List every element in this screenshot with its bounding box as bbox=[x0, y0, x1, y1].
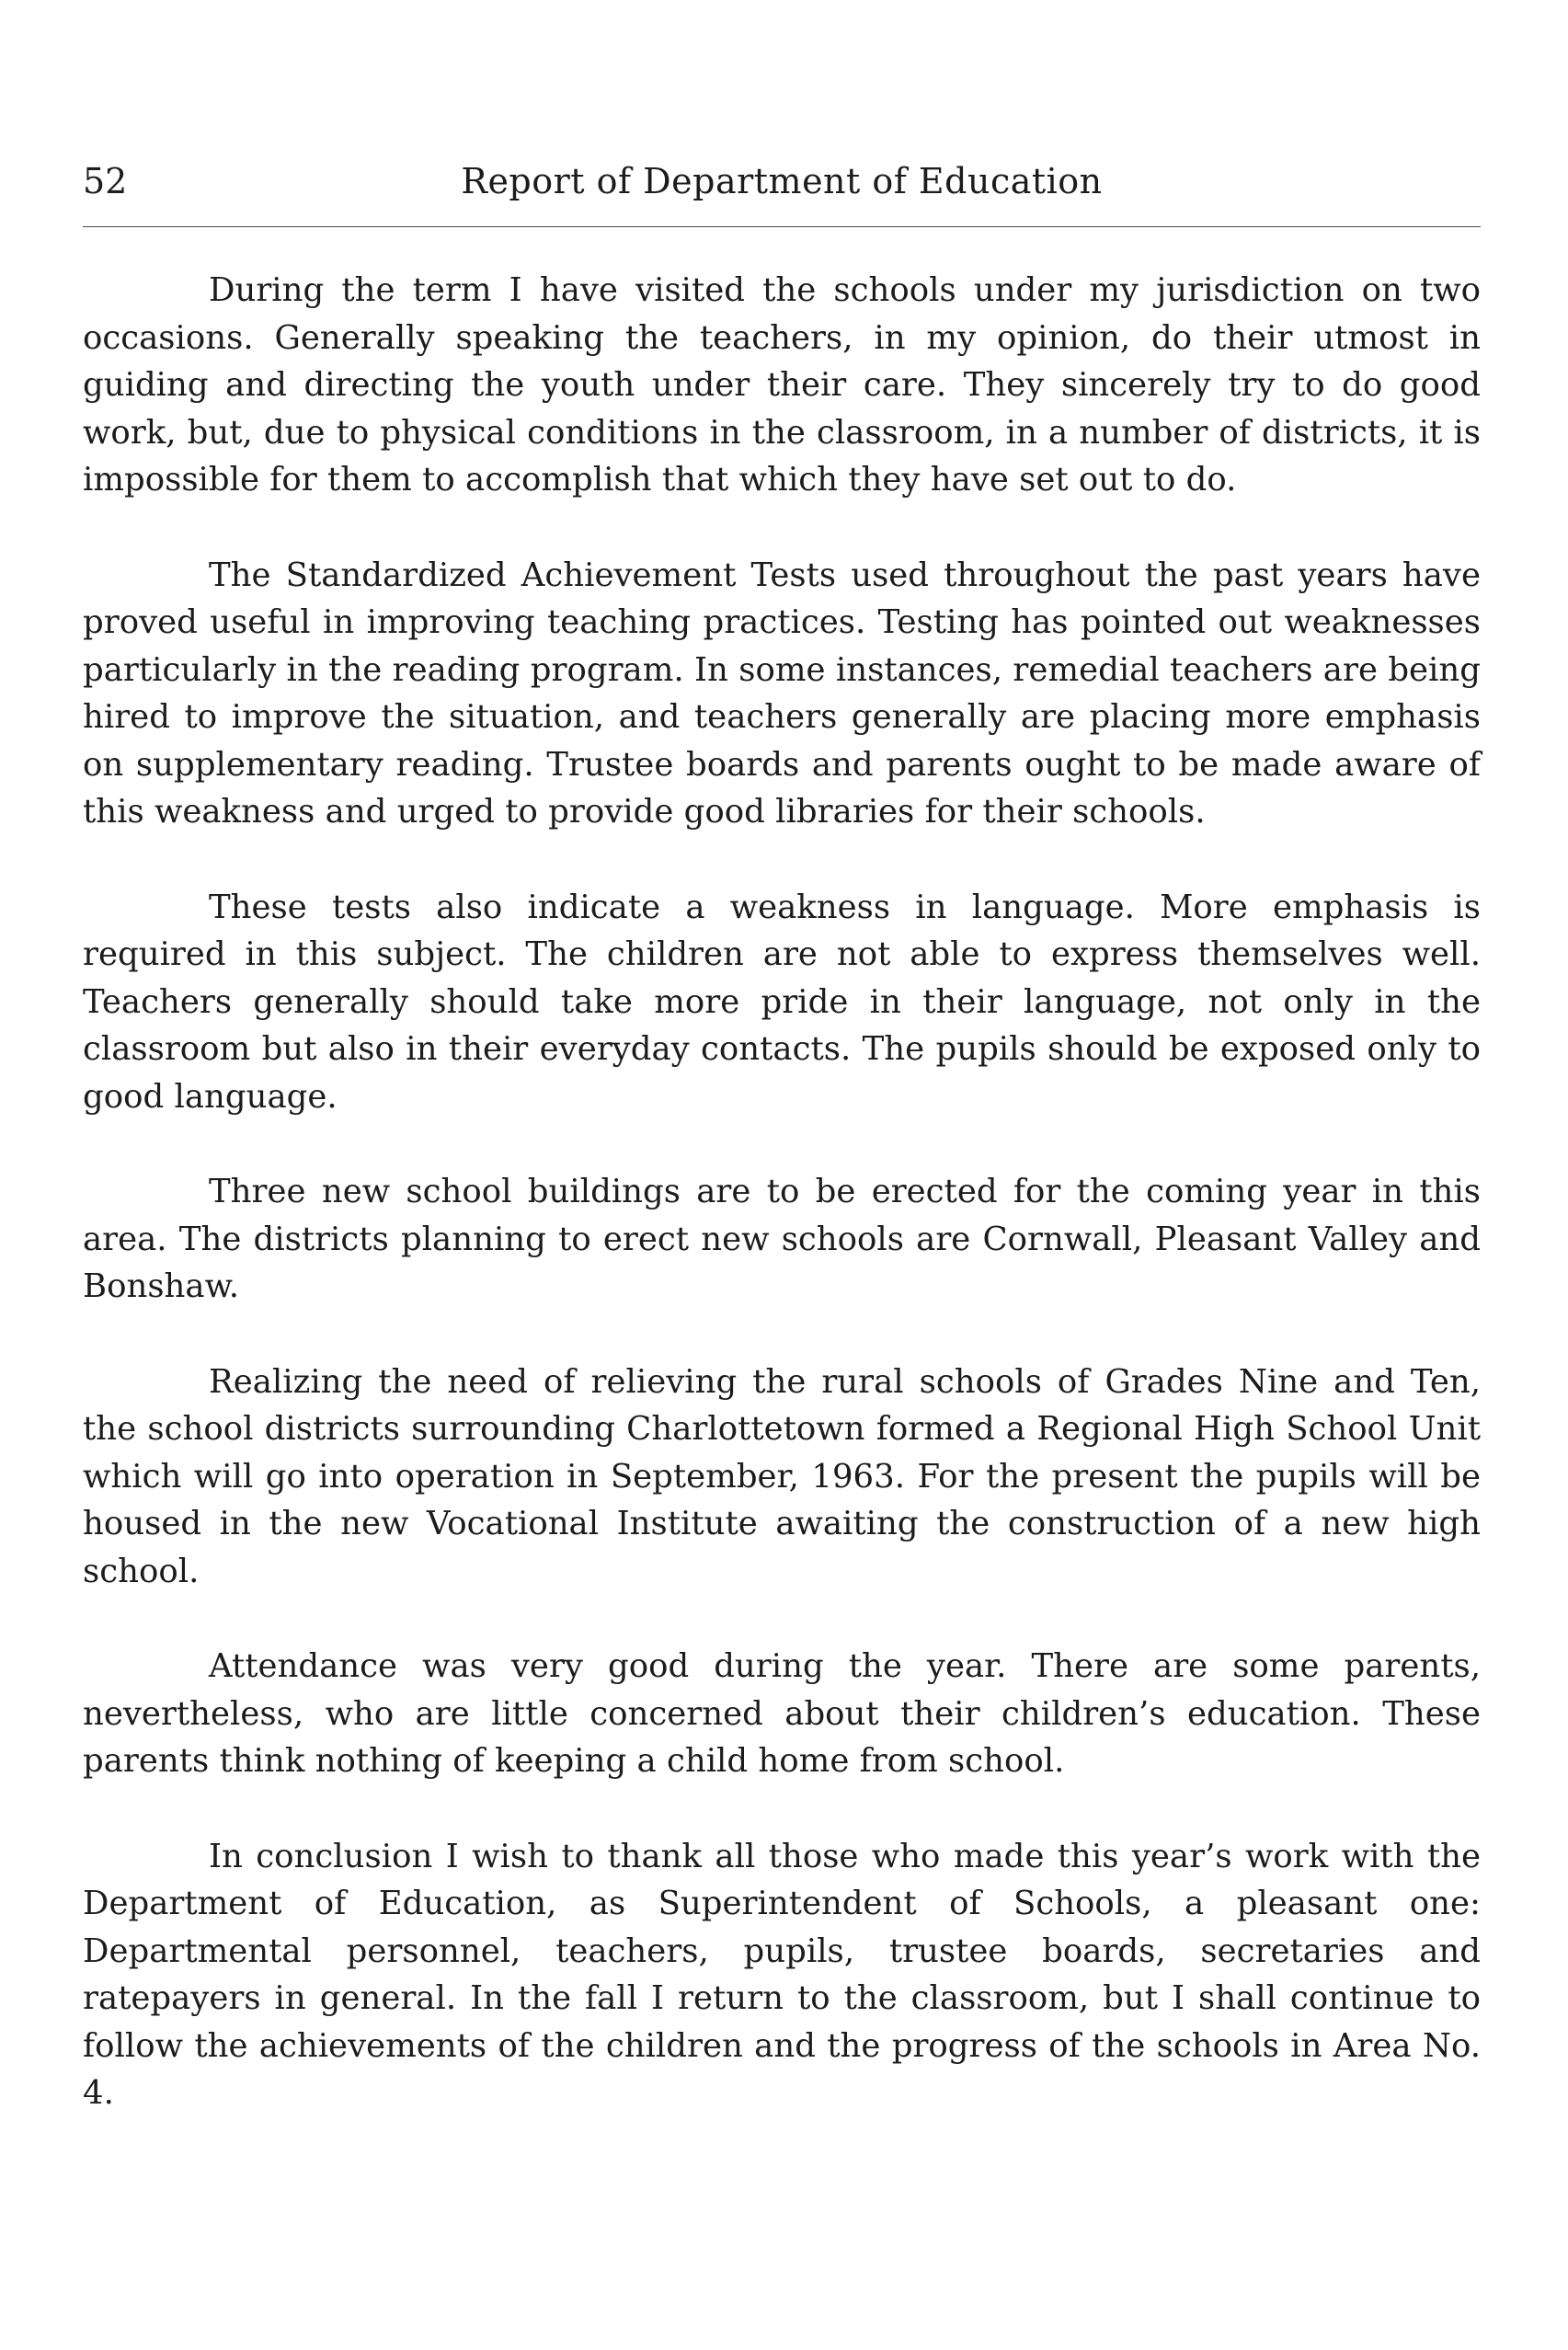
paragraph-new-buildings: Three new school buildings are to be erected for the coming year in this area. The districts planning to erect new schools are Cornwall, Pleasant Valley and Bonshaw. bbox=[83, 1173, 1481, 1305]
paragraph-school-visits: During the term I have visited the schools under my jurisdiction on two occasions. Generally speaking the teachers, in my opinion, do their utmost in guiding and directing the youth under their care. They sincerely try to do good work, but, due to physical conditions in the classroom, in a number of districts, it is impossible for them to accomplish that which they have set out to do. bbox=[83, 271, 1481, 499]
paragraph-regional-high-school: Realizing the need of relieving the rural schools of Grades Nine and Ten, the school districts surrounding Charlottetown formed a Regional High School Unit which will go into operation in September, 1963. For the present the pupils will be housed in the new Vocational Institute awaiting the construction of a new high school. bbox=[83, 1362, 1481, 1590]
body-text bbox=[83, 267, 1481, 2165]
paragraph-conclusion: In conclusion I wish to thank all those who made this year’s work with the Department of Education, as Superintendent of Schools, a pleasant one: Departmental personnel, teachers, pupils, trustee boards, secretaries and ratepayers in general. In the fall I return to the classroom, but I shall continue to follow the achievements of the children and the progress of the schools in Area No. 4. bbox=[83, 1837, 1481, 2112]
paragraph-attendance: Attendance was very good during the year. There are some parents, nevertheless, who are little concerned about their children’s education. These parents think nothing of keeping a child home from school. bbox=[83, 1647, 1481, 1780]
paragraph-language-weakness: These tests also indicate a weakness in language. More emphasis is required in this subject. The children are not able to express themselves well. Teachers generally should take more pride in their language, not only in the classroom but also in their everyday contacts. The pupils should be exposed only to good language. bbox=[83, 888, 1481, 1116]
running-title: Report of Department of Education bbox=[461, 161, 1103, 201]
header-divider bbox=[83, 226, 1481, 227]
page-number: 52 bbox=[83, 161, 128, 201]
page-header bbox=[83, 158, 1481, 213]
paragraph-achievement-tests: The Standardized Achievement Tests used throughout the past years have proved useful in improving teaching practices. Testing has pointed out weaknesses particularly in the reading program. In some instances, remedial teachers are being hired to improve the situation, and teachers generally are placing more emphasis on supplementary reading. Trustee boards and parents ought to be made aware of this weakness and urged to provide good libraries for their schools. bbox=[83, 556, 1481, 831]
